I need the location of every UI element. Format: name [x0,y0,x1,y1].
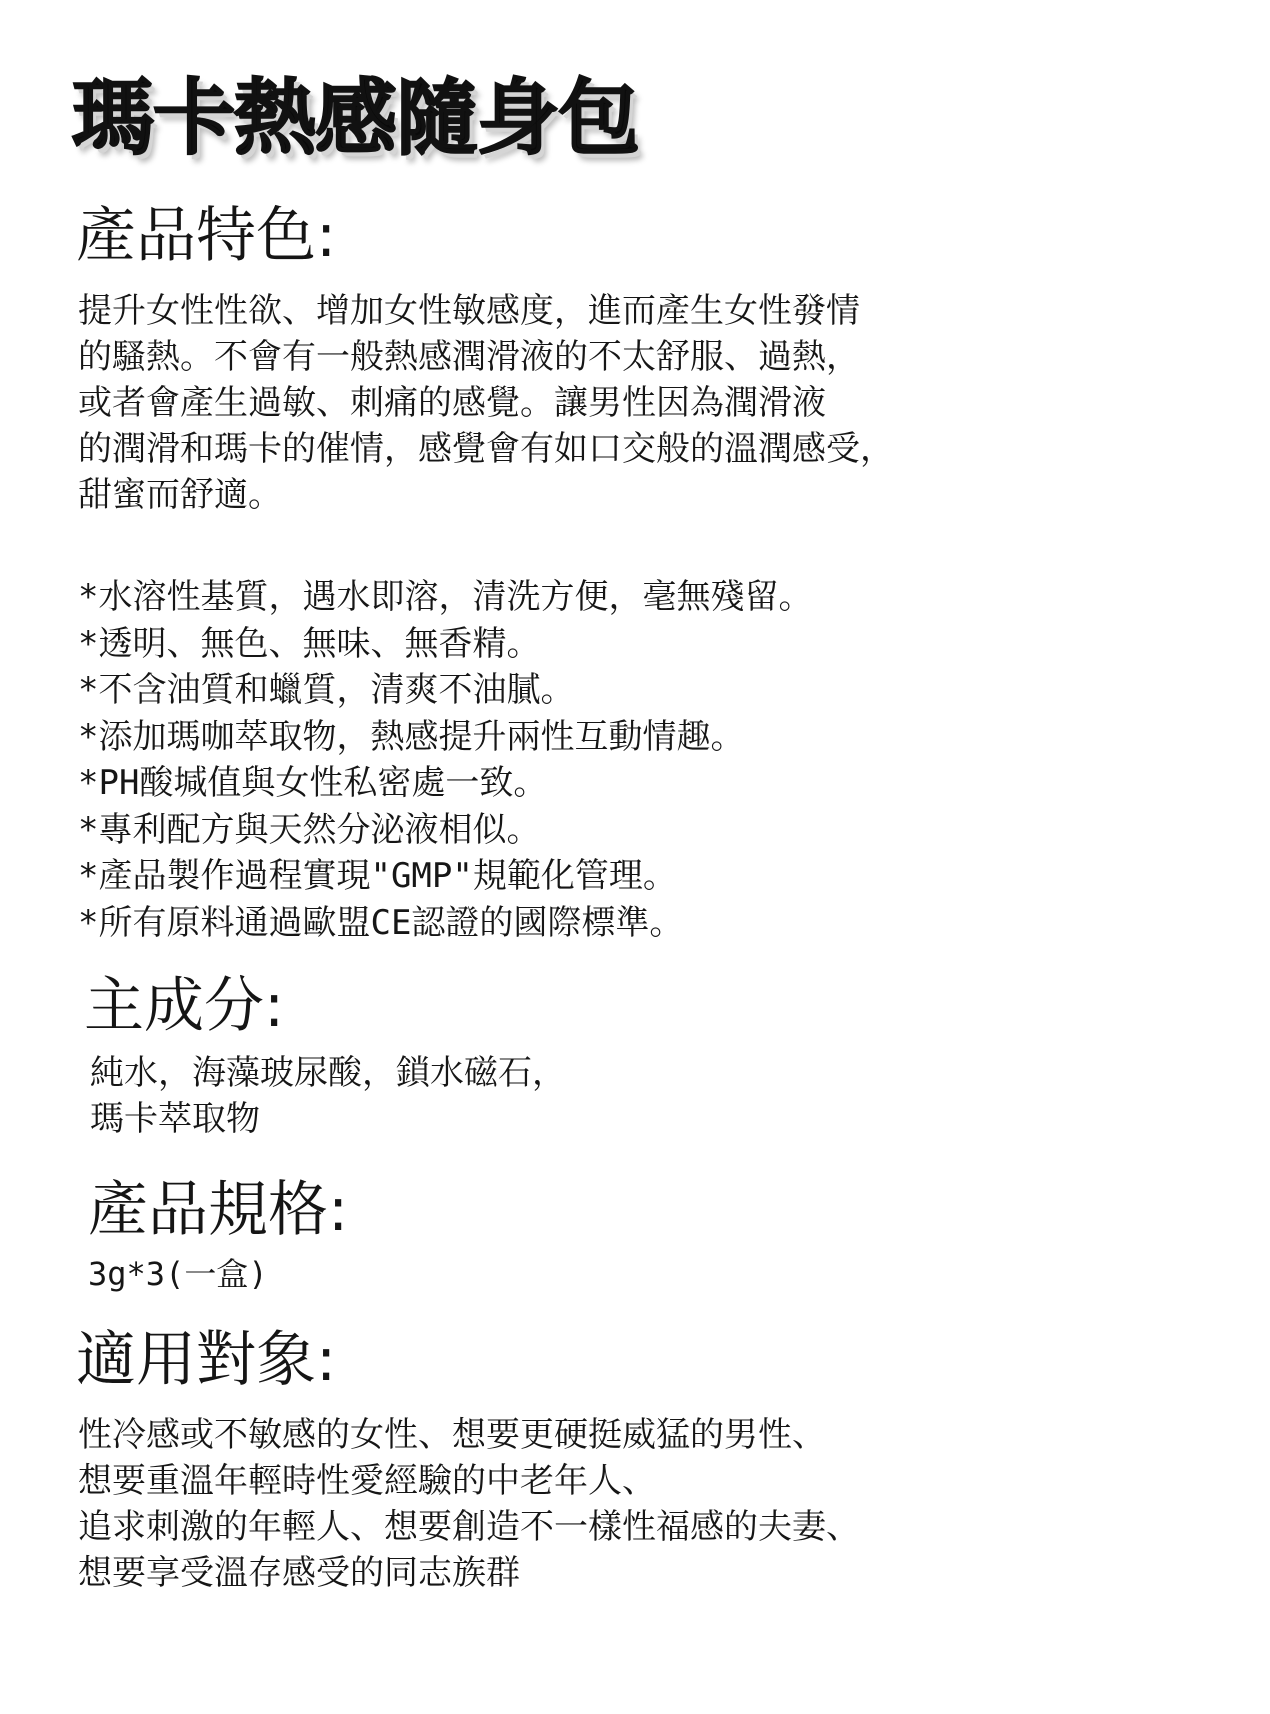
features-intro-line: 提升女性性欲、增加女性敏感度，進而產生女性發情 [78,291,860,331]
features-bullet: *PH酸堿值與女性私密處一致。 [78,763,548,803]
features-bullet: *添加瑪咖萃取物，熱感提升兩性互動情趣。 [78,716,745,757]
features-bullet: *水溶性基質，遇水即溶，清洗方便，毫無殘留。 [78,577,813,617]
features-bullet: *所有原料通過歐盟CE認證的國際標準。 [78,902,684,943]
features-heading: 產品特色: [76,201,337,271]
features-bullet: *產品製作過程實現"GMP"規範化管理。 [78,856,677,896]
audience-line: 想要重溫年輕時性愛經驗的中老年人、 [78,1461,656,1501]
features-intro-line: 的潤滑和瑪卡的催情，感覺會有如口交般的溫潤感受， [78,429,894,469]
audience-heading: 適用對象: [76,1325,337,1395]
audience-line: 想要享受溫存感受的同志族群 [78,1553,520,1593]
features-bullet-list [78,574,812,946]
ingredients-list [90,1050,566,1142]
specs-value: 3g*3(一盒) [88,1255,268,1293]
audience-line: 性冷感或不敏感的女性、想要更硬挺威猛的男性、 [78,1415,826,1455]
features-intro [78,288,894,518]
specs-heading: 產品規格: [88,1175,349,1245]
ingredients-heading: 主成分: [84,971,285,1041]
ingredients-line: 純水，海藻玻尿酸，鎖水磁石， [90,1053,566,1093]
features-intro-line: 甜蜜而舒適。 [78,475,282,515]
features-intro-line: 或者會產生過敏、刺痛的感覺。讓男性因為潤滑液 [78,383,826,423]
ingredients-line: 瑪卡萃取物 [90,1099,260,1139]
features-bullet: *不含油質和蠟質，清爽不油膩。 [78,670,575,710]
page-title: 瑪卡熱感隨身包 [72,71,640,166]
features-bullet: *透明、無色、無味、無香精。 [78,623,541,664]
audience-list [78,1412,860,1596]
features-intro-line: 的騷熱。不會有一般熱感潤滑液的不太舒服、過熱， [78,337,860,377]
features-bullet: *專利配方與天然分泌液相似。 [78,809,541,850]
audience-line: 追求刺激的年輕人、想要創造不一樣性福感的夫妻、 [78,1507,860,1547]
